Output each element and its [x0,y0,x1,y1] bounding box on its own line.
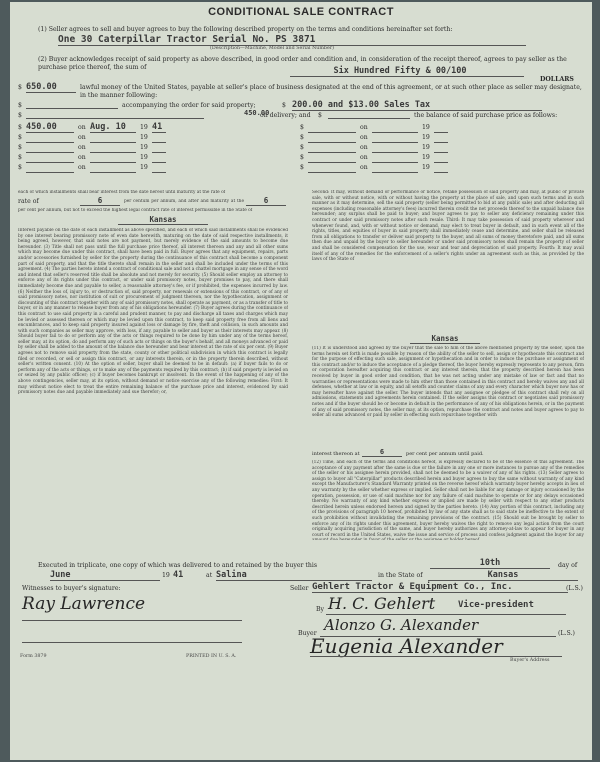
printed-in-usa: PRINTED IN U. S. A. [186,654,237,659]
installment-amount [308,162,356,173]
installment-amount [26,162,74,173]
order-amount: 200.00 and $13.00 Sales Tax [292,100,542,111]
price-words-line [290,76,524,77]
installment-date: Aug. 10 [90,122,136,133]
price-amount: 650.00 [26,82,76,93]
seller-label: Seller [290,585,309,592]
lawful-money-text: lawful money of the United States, payable at seller's place of business designated at the end of this agreement, or at such other place as seller may designate, in the manner following: [80,84,582,99]
seller-title: Vice-president [458,600,534,610]
interest-rate-right: 6 [362,448,402,457]
execution-text: Executed in triplicate, one copy of which was delivered to and retained by the buyer this [38,562,318,569]
delivery-amount: 450.00 [244,109,270,117]
buyer-signature-1: Alonzo G. Alexander [324,616,479,634]
right-column-top: Second: It may, without demand or performance or notice, retake possession of said property and may, at public or private sale, with or without notice, with or without having the property at the place of sale, and upon such terms and in such manner as it may determine, sell the said property (seller being permitted to bid at any public sale) and after deducting all expenses (including reasonable attorney's fees) incurred therein credit the net proceeds thereof to the unpaid balance due hereunder; any surplus shall be paid to buyer; and buyer agrees to pay to seller any deficiency remaining under this contract or under said promissory notes after such resale. Third: It may take possession of said property wherever and whenever found, and, with or without notice or demand, may elect to treat buyer in default, and in such event all of the rights, titles, and equities of buyer in said property shall immediately cease and determine, and seller shall be released from all obligations to transfer or deliver said property to the buyer, and all sums of money theretofore paid, and all sums then due and unpaid by the buyer to seller hereunder or under said promissory notes shall remain the property of seller and shall be considered compensation for the use, wear and tear and depreciation of said property. Fourth: It may avail itself of any of the remedies for the enforcement of a seller's rights under an agreement such as this, as provided by the laws of the State of [312,190,584,263]
installment-year [152,162,166,173]
buyer-signature-2: Eugenia Alexander [310,634,503,658]
buyer-label: Buyer [298,630,317,637]
execution-month: June [50,570,160,581]
form-number: Form 3879 [20,654,47,659]
interest-rate: 6 [80,196,120,206]
order-text: accompanying the order for said property; [122,102,256,109]
interest-intro: each of which installments shall bear interest from the date hereof until maturity at the rate of [18,190,226,195]
price-in-words: Six Hundred Fifty & 00/100 [333,66,467,76]
by-label: By [316,606,325,613]
right-column-bottom: (12) Time, and each of the terms and conditions hereof, is expressly declared to be of the essence of this agreement. The acceptance of any payment after the same is due or the failure in any one or more instances to pursue any of the remedies of the seller or his assignee herein provided, shall not be deemed to be a waiver of any of his rights. (13) Seller agrees to assign to buyer all "Caterpillar" products described herein and buyer agrees to buy the same without warranty of any kind except the Manufacturer's Standard Warranty printed on the reverse hereof which warranty buyer hereby accepts in lieu of any warranty by the seller whether express or implied. Seller shall not be liable for any damage or injury occasioned by the operation, possession, or use of said machine nor for any failure of said machine to operate or for any delays occasioned thereby. No warranty of any kind whether express or implied are made by seller with respect to any other products described herein unless endorsed hereon and signed by the parties hereto. (14) Any portion of this contract, including any of the provisions of paragraph 10 hereof, prohibited by law of any state shall as to said state be ineffective to the extent of such prohibition without invalidating the remaining provisions of the contract. (15) Should suit be brought by seller to enforce any of its rights under this agreement, buyer hereby waives the right to remove any legal action from the court originally acquiring jurisdiction of the same, and buyer hereby authorizes any attorney-at-law to appear for buyer in any court of record in the United States, waive the issue and service of process and confess judgment against the buyer for any [312,460,584,538]
dollars-label: DOLLARS [540,76,574,83]
execution-state: Kansas [428,570,578,581]
state-text: per cent per annum, but not to exceed the highest legal contract rate of interest permissible in the State of [18,208,253,213]
installment-date [372,162,418,173]
seller-signature: H. C. Gehlert [328,594,436,613]
execution-year: 41 [173,570,184,580]
interest-thereon: interest thereon at [312,451,360,457]
installment-year [434,162,448,173]
installment-year: 41 [152,122,166,133]
clause-2-text: (2) Buyer acknowledges receipt of said property as above described, in good order and condition and, in consideration of the receipt thereof, agrees to pay seller as the purchase price thereof, the sum of [38,56,567,71]
state-left: Kansas [118,215,208,225]
document-title: CONDITIONAL SALE CONTRACT [208,6,394,18]
installment-date [90,162,136,173]
execution-day: 10th [430,558,550,569]
property-description: One 30 Caterpillar Tractor Serial No. PS 3871 [58,34,526,46]
witness-label: Witnesses to buyer's signature: [22,585,121,592]
seller-name: Gehlert Tractor & Equipment Co., Inc. [312,582,568,593]
left-column-body: Interest payable on the date of each installment as above specified, and each of which said installments shall be evidenced by one interest bearing promissory note of even date herewith, maturing on the date of said respective installments, it being agreed, however, that said notes are not payment, but merely evidence of the said amounts to become due hereunder. (3) Title shall not pass until the full purchase price thereof, all interest thereon and any and all other sums which may become due under this contract, shall have been paid in full. Buyer agrees that any equipment, repairs, parts and/or accessories furnished by seller for the property during the continuance of this contract shall become a component part of said property, and that the title thereto shall remain in the seller and shall be included under the terms of this agreement. (4) The parties hereto intend a contract of conditional sale and not a chattel mortgage in any sense of the word and intend that seller's reserved title shall be absolute and not merely for security. (5) Should seller employ an attorney to enforce any of its rights under this contract, or under said promissory notes, buyer promises to pay, and there shall immediately become due and payable to seller, a reasonable attorney's fee, or if prohibited, the expenses incurred by law. (6) Neither the loss of, injury to, or destruction of, said property, nor renewals or extensions of this contract, or of any of said promissory notes, nor institution of suit or procurement of judgment thereon, nor the hypothecation, assignment or discounting of this contract together with any of said promissory notes, shall operate as payment, or as a transfer of title to buyer, or in any manner to release buyer from any of his obligations hereunder. (7) Buyer agrees during the continuance of this contract to use said property in a careful and prudent manner, to pay and discharge all taxes and charges which may be levied or assessed thereon or which may be levied upon this contract, to keep said property free from all liens and encumbrances, and to keep said property insured against loss or damage by fire, theft and collision, in such amounts and with such companies as seller may approve, with loss, if any, payable to seller and buyer as their interests may appear. (8) Should buyer fail to do or perform any of the acts or things required to be done by him under any of the terms hereof, seller may, at its option, do and perform any of such acts or things on the buyer's behalf, and all moneys advanced or paid by seller shall be added to the amount of the balance due hereunder and bear interest at the rate of six per cent. (9) Buyer agrees not to remove said property from the state, county or other political subdivision in which this contract is legally filed or recorded, or sell or assign this contract, or any interests therein, or in the property therein described, without seller's written consent. (10) At the option of seller, buyer shall be deemed to be in default: (a) if buyer fails to do or perform any of the acts or things, or to make any of the payments required by this contract; (b) if said property is levied on or seized by any public officer; (c) if buyer becomes bankrupt or insolvent. In the event of the happening of any of the above contingencies, seller may, at its option, without demand or notice exercise any of the following remedies: First: It may without notice elect to treat the entire remaining balance of the purchase price and interest, evidenced by said promissory notes due and payable immediately and sue therefor; or, [18,228,288,396]
state-right: Kansas [410,334,480,344]
contract-sheet: CONDITIONAL SALE CONTRACT (1) Seller agrees to sell and buyer agrees to buy the following described property on the terms and conditions hereinafter set forth: One 30 Caterpillar Tractor Serial No. PS 3871 (Description—Machine, Model and Serial Number) (2) Buyer acknowledges receipt of said property as above described, in good order and condition and, in consideration of the receipt thereof, agrees to pay seller as the purchase price thereof, the sum of Six Hundred Fifty & 00/100 DOLLARS $ 650.00 lawful money of the United States, payable at seller's place of business designated at the end of this agreement, or at such other place as seller may designate, in the manner following: $ accompanying the order for said property; $ 200.00 and $13.00 Sales Tax $ 450.00 on delivery; and $ the balance of said purchase price as follows: $ 450.00 on Aug. 10 19 41 $ on 19 $ on 19 $ on 19 $ on 19 $ on 19 $ on 19 $ on 19 $ on 19 $ on 19 each of which installments shall bear interest from the date hereof until maturity at the rate of rate of 6 per centum per annum, and after and maturity at the 6 per cent per annum, but not to exceed the highest legal contract rate of interest permissible in the State of Kansas Interest payable on the date of each installment as above specified, and each of which said installments shall be evidenced by one interest bearing promissory note of even date herewith, maturing on the date of said respective installments, it being agreed, however, that said notes are not payment, but merely evidence of the said amounts to become due hereunder. (3) Title shall not pass until the full purchase price thereof, all interest thereon and any and all other sums which may become due under this contract, shall have been paid in full. Buyer agrees that any equipment, repairs, parts and/or accessories furnished by seller for the property during the continuance of this contract shall become a component part of said property, and that the title thereto shall remain in the seller and shall be included under the terms of this agreement. (4) The parties hereto intend a contract of conditional sale and not a chattel mortgage in any sense of the word and intend that seller's reserved title shall be absolute and not merely for security. (5) Should seller employ an attorney to enforce any of its rights under this contract, or under said promissory notes, buyer promises to pay, and there shall immediately become due and payable to seller, a reasonable attorney's fee, or if prohibited, the expenses incurred by law. (6) Neither the loss of, injury to, or destruction of, said property, nor renewals or extensions of this contract, or of any of said promissory notes, nor institution of suit or procurement of judgment thereon, nor the hypothecation, assignment or discounting of this contract together with any of said promissory notes, shall operate as payment, or as a transfer of title to buyer, or in any manner to release buyer from any of his obligations hereunder. (7) Buyer agrees during the continuance of this contract to use said property in a careful and prudent manner, to pay and discharge all taxes and charges which may be levied or assessed thereon or which may be levied upon this contract, to keep said property free from all liens and encumbrances, and to keep said property insured against loss or damage by fire, theft and collision, in such amounts and with such companies as seller may approve, with loss, if any, payable to seller and buyer as their interests may appear. (8) Should buyer fail to do or perform any of the acts or things required to be done by him under any of the terms hereof, seller may, at its option, do and perform any of such acts or things on the buyer's behalf, and all moneys advanced or paid by seller shall be added to the amount of the balance due hereunder and bear interest at the rate of six per cent. (9) Buyer agrees not to remove said property from the state, county or other political subdivision in which this contract is legally filed or recorded, or sell or assign this contract, or any interests therein, or in the property therein described, without seller's written consent. (10) At the option of seller, buyer shall be deemed to be in default: (a) if buyer fails to do or perform any of the acts or things, or to make any of the payments required by this contract; (b) if said property is levied on or seized by any public officer; (c) if buyer becomes bankrupt or insolvent. In the event of the happening of any of the above contingencies, seller may, at its option, without demand or notice exercise any of the following remedies: First: It may without notice elect to treat the entire remaining balance of the purchase price and interest, evidenced by said promissory notes due and payable immediately and sue therefor; or, Second: It may, without demand or performance or notice, retake possession of said property and may, at public or private sale, with or without notice, with or without having the property at the place of sale, and upon such terms and in such manner as it may determine, sell the said property (seller being permitted to bid at any public sale) and after deducting all expenses (including reasonable attorney's fees) incurred therein credit the net proceeds thereof to the unpaid balance due hereunder; any surplus shall be paid to buyer; and buyer agrees to pay to seller any deficiency remaining under this contract or under said promissory notes after such resale. Third: It may take possession of said property wherever and whenever found, and, with or without notice or demand, may elect to treat buyer in default, and in such event all of the rights, titles, and equities of buyer in said property shall immediately cease and determine, and seller shall be released from all obligations to transfer or deliver said property to the buyer, and all sums of money theretofore paid, and all sums then due and unpaid by the buyer to seller hereunder or under said promissory notes shall remain the property of seller and shall be considered compensation for the use, wear and tear and depreciation of said property. Fourth: It may avail itself of any of the remedies for the enforcement of a seller's rights under an agreement such as this, as provided by the laws of the State of Kansas (11) It is understood and agreed by the buyer that the sale to him of the above mentioned property by the seller, upon the terms herein set forth is made possible by reason of the ability of the seller to sell, assign or hypothecate this contract and for the purpose of effecting such sale, assignment or hypothecation and in order to induce the purchase or assignment of this contract and/or to induce the acceptance of a pledge thereof, the buyer hereby expressly represents to any person, firm or corporation hereafter acquiring this contract or any interest therein, that the property described herein has been received by buyer in good order and condition, that he was not acting under any mistake of law or fact and that no warranties or representations were made to him other than those contained in this contract and hereby waives any and all defenses, whether at law or in equity, and all setoffs and counter claims of any and every character which buyer now has or may hereafter have against the seller. The buyer intends that any assignee or pledgee of this contract shall rely on all admissions, statements and agreements herein contained. If the seller assigns this contract or negotiates said promissory notes and if the buyer should be or become in default in the performance of any of his obligations herein, or in the payment of any of said promissory notes, the seller may, at its option, repurchase the contract and notes and buyer agrees to pay to seller all sums advanced or paid by seller in effecting such repurchase together with interest thereon at 6 per cent per annum until paid. (12) Time, and each of the terms and conditions hereof, is expressly declared to be of the essence of this agreement. The acceptance of any payment after the same is due or the failure in any one or more instances to pursue any of the remedies of the seller or his assignee herein provided, shall not be deemed to be a waiver of any of his rights. (13) Seller agrees to assign to buyer all "Caterpillar" products described herein and buyer agrees to buy the same without warranty of any kind except the Manufacturer's Standard Warranty printed on the reverse hereof which warranty buyer hereby accepts in lieu of any warranty by the seller whether express or implied. Seller shall not be liable for any damage or injury occasioned by the operation, possession, or use of said machine nor for any failure of said machine to operate or for any delays occasioned thereby. No warranty of any kind whether express or implied are made by seller with respect to any other products described herein unless endorsed hereon and signed by the parties hereto. (14) Any portion of this contract, including any of the provisions of paragraph 10 hereof, prohibited by law of any state shall as to said state be ineffective to the extent of such prohibition without invalidating the remaining provisions of the contract. (15) Should suit be brought by seller to enforce any of its rights under this agreement, buyer hereby waives the right to remove any legal action from the court originally acquiring jurisdiction of the same, and buyer hereby authorizes any attorney-at-law to appear for buyer in any court of record in the United States, waive the issue and service of process and confess judgment against the buyer for any Executed in triplicate, one copy of which was delivered to and retained by the buyer this 10th day of June 19 41 at Salina in the State of Kansas Witnesses to buyer's signature: Ray Lawrence Seller Gehlert Tractor & Equipment Co., Inc. (L.S.) By H. C. Gehlert Vice-president Buyer Alonzo G. Alexander (L.S.) Eugenia Alexander Buyer's Address Form 3879 PRINTED IN U. S. A. [10,2,592,760]
installment-amount: 450.00 [26,122,74,133]
after-maturity-text: per centum per annum, and after and maturity at the [124,199,244,204]
execution-city: Salina [216,570,372,581]
buyer-address-label: Buyer's Address [510,658,550,663]
right-column-middle: (11) It is understood and agreed by the buyer that the sale to him of the above mentioned property by the seller, upon the terms herein set forth is made possible by reason of the ability of the seller to sell, assign or hypothecate this contract and for the purpose of effecting such sale, assignment or hypothecation and in order to induce the purchase or assignment of this contract and/or to induce the acceptance of a pledge thereof, the buyer hereby expressly represents to any person, firm or corporation hereafter acquiring this contract or any interest therein, that the property described herein has been received by buyer in good order and condition, that he was not acting under any mistake of law or fact and that no warranties or representations were made to him other than those contained in this contract and hereby waives any and all defenses, whether at law or in equity, and all setoffs and counter claims of any and every character which buyer now has or may hereafter have against the seller. The buyer intends that any assignee or pledgee of this contract shall rely on all admissions, statements and agreements herein contained. If the seller assigns this contract or negotiates said promissory notes and if the buyer should be or become in default in the performance of any of his obligations herein, or in the payment of any of said promissory notes, the seller may, at its option, repurchase the contract and notes and buyer agrees to pay to seller all sums advanced or paid by seller in effecting such repurchase together with [312,346,584,419]
interest-suffix: per cent per annum until paid. [406,451,484,457]
witness-signature: Ray Lawrence [22,594,146,614]
property-caption: (Description—Machine, Model and Serial Number) [210,46,334,51]
day-of-label: day of [558,562,578,569]
clause-1-text: (1) Seller agrees to sell and buyer agrees to buy the following described property on the terms and conditions hereinafter set forth: [38,26,453,33]
balance-text: the balance of said purchase price as follows: [414,112,558,119]
delivery-text: on delivery; and [260,112,311,119]
after-maturity-rate: 6 [246,196,286,206]
